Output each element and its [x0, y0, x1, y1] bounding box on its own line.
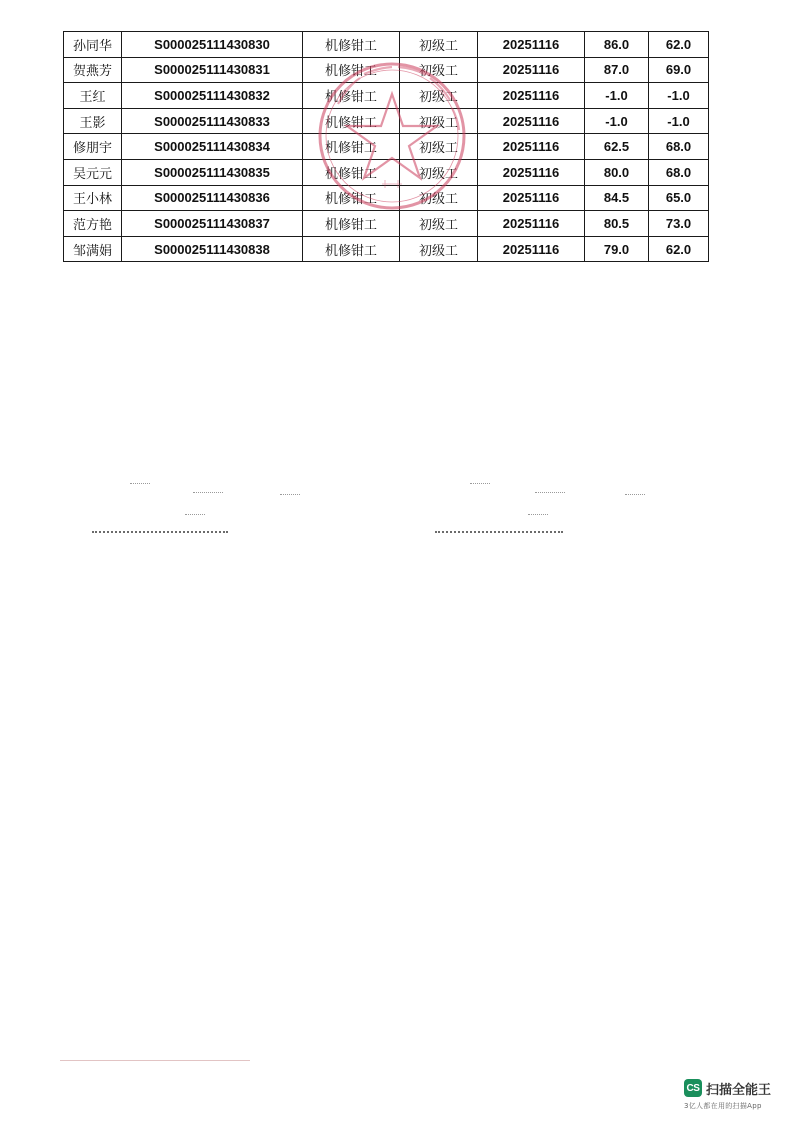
exam-date-cell: 20251116	[478, 32, 585, 58]
certificate-number-cell: S000025111430834	[122, 134, 303, 160]
skill-level-cell: 初级工	[400, 236, 478, 262]
skill-level-cell: 初级工	[400, 185, 478, 211]
exam-date-cell: 20251116	[478, 134, 585, 160]
practical-score-cell: 65.0	[649, 185, 709, 211]
practical-score-cell: 69.0	[649, 57, 709, 83]
exam-date-cell: 20251116	[478, 83, 585, 109]
theory-score-cell: 87.0	[585, 57, 649, 83]
occupation-cell: 机修钳工	[303, 57, 400, 83]
occupation-cell: 机修钳工	[303, 83, 400, 109]
scan-artifact	[280, 494, 300, 495]
camscanner-logo-icon: CS	[684, 1079, 702, 1097]
candidate-name-cell: 王红	[64, 83, 122, 109]
skill-level-cell: 初级工	[400, 211, 478, 237]
theory-score-cell: 86.0	[585, 32, 649, 58]
watermark-brand-name: 扫描全能王	[706, 1082, 772, 1098]
scan-artifact	[185, 514, 205, 515]
theory-score-cell: -1.0	[585, 108, 649, 134]
certificate-number-cell: S000025111430830	[122, 32, 303, 58]
occupation-cell: 机修钳工	[303, 134, 400, 160]
watermark-row	[684, 1079, 784, 1097]
practical-score-cell: 62.0	[649, 236, 709, 262]
candidate-name-cell: 邹满娟	[64, 236, 122, 262]
certificate-number-cell: S000025111430832	[122, 83, 303, 109]
occupation-cell: 机修钳工	[303, 185, 400, 211]
scan-artifact	[92, 531, 228, 533]
scan-artifact	[130, 483, 150, 484]
practical-score-cell: 68.0	[649, 134, 709, 160]
practical-score-cell: 68.0	[649, 159, 709, 185]
exam-date-cell: 20251116	[478, 236, 585, 262]
candidate-name-cell: 王小林	[64, 185, 122, 211]
theory-score-cell: 62.5	[585, 134, 649, 160]
theory-score-cell: 80.0	[585, 159, 649, 185]
practical-score-cell: 73.0	[649, 211, 709, 237]
theory-score-cell: 79.0	[585, 236, 649, 262]
certificate-number-cell: S000025111430835	[122, 159, 303, 185]
scan-artifact	[470, 483, 490, 484]
skill-level-cell: 初级工	[400, 83, 478, 109]
scan-artifact	[528, 514, 548, 515]
skill-level-cell: 初级工	[400, 134, 478, 160]
scanner-watermark	[684, 1079, 784, 1113]
candidate-name-cell: 范方艳	[64, 211, 122, 237]
theory-score-cell: 80.5	[585, 211, 649, 237]
candidate-name-cell: 王影	[64, 108, 122, 134]
exam-date-cell: 20251116	[478, 108, 585, 134]
occupation-cell: 机修钳工	[303, 32, 400, 58]
table-row	[64, 32, 709, 58]
watermark-tagline: 3亿人都在用的扫描App	[684, 1102, 762, 1110]
candidate-name-cell: 孙同华	[64, 32, 122, 58]
scan-artifact	[435, 531, 563, 533]
exam-date-cell: 20251116	[478, 159, 585, 185]
certificate-number-cell: S000025111430831	[122, 57, 303, 83]
certificate-number-cell: S000025111430833	[122, 108, 303, 134]
scan-edge-line	[60, 1060, 250, 1061]
theory-score-cell: 84.5	[585, 185, 649, 211]
occupation-cell: 机修钳工	[303, 159, 400, 185]
occupation-cell: 机修钳工	[303, 108, 400, 134]
scan-artifact	[193, 492, 223, 493]
scan-artifact	[625, 494, 645, 495]
certificate-number-cell: S000025111430838	[122, 236, 303, 262]
table-row	[64, 236, 709, 262]
certificate-number-cell: S000025111430836	[122, 185, 303, 211]
official-seal-stamp	[310, 56, 475, 216]
skill-level-cell: 初级工	[400, 159, 478, 185]
candidate-name-cell: 贺燕芳	[64, 57, 122, 83]
skill-level-cell: 初级工	[400, 108, 478, 134]
exam-date-cell: 20251116	[478, 211, 585, 237]
exam-date-cell: 20251116	[478, 185, 585, 211]
theory-score-cell: -1.0	[585, 83, 649, 109]
practical-score-cell: -1.0	[649, 83, 709, 109]
certificate-number-cell: S000025111430837	[122, 211, 303, 237]
occupation-cell: 机修钳工	[303, 211, 400, 237]
candidate-name-cell: 修朋宇	[64, 134, 122, 160]
occupation-cell: 机修钳工	[303, 236, 400, 262]
practical-score-cell: -1.0	[649, 108, 709, 134]
candidate-name-cell: 吴元元	[64, 159, 122, 185]
exam-date-cell: 20251116	[478, 57, 585, 83]
skill-level-cell: 初级工	[400, 57, 478, 83]
skill-level-cell: 初级工	[400, 32, 478, 58]
scan-artifact	[535, 492, 565, 493]
practical-score-cell: 62.0	[649, 32, 709, 58]
